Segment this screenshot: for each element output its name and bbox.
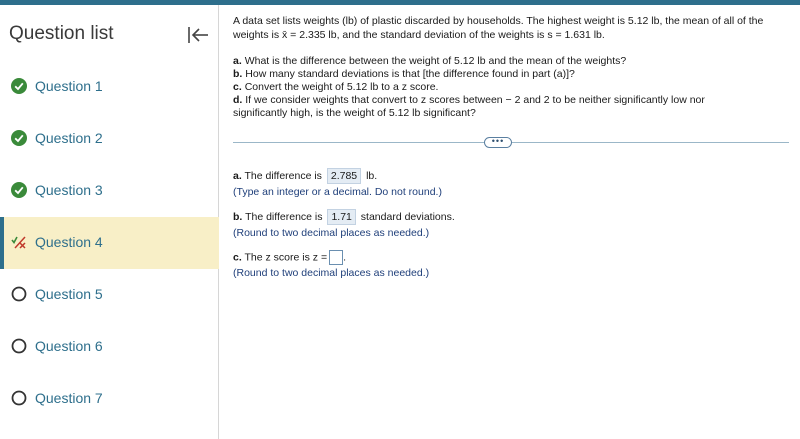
answer-a-hint: (Type an integer or a decimal. Do not round.) (233, 186, 442, 198)
question-panel (220, 5, 800, 439)
answer-c-hint: (Round to two decimal places as needed.) (233, 267, 430, 279)
answer-b-value[interactable]: 1.71 (327, 209, 355, 225)
sidebar-header (0, 5, 219, 61)
sidebar-item-question-1[interactable] (0, 61, 219, 113)
sidebar-item-question-7[interactable] (0, 373, 219, 425)
question-label: Question 7 (35, 390, 103, 406)
part-d-continued: significantly high, is the weight of 5.12 lb significant? (233, 107, 476, 119)
answer-a-value[interactable]: 2.785 (327, 168, 361, 184)
answer-b: b. The difference is 1.71 standard deviations. (Round to two decimal places as needed.) (233, 211, 455, 239)
expand-more-button[interactable]: ••• (484, 137, 512, 148)
answer-b-hint: (Round to two decimal places as needed.) (233, 227, 430, 239)
sidebar-item-question-6[interactable] (0, 321, 219, 373)
check-circle-icon (11, 78, 27, 94)
part-a: a. What is the difference between the weight of 5.12 lb and the mean of the weights? (233, 55, 627, 67)
question-list-sidebar (0, 5, 219, 439)
question-label: Question 5 (35, 286, 103, 302)
question-label: Question 4 (35, 234, 103, 250)
empty-circle-icon (11, 390, 27, 406)
answer-a: a. The difference is 2.785 lb. (Type an integer or a decimal. Do not round.) (233, 170, 442, 198)
z-score-input[interactable] (329, 250, 343, 265)
question-label: Question 6 (35, 338, 103, 354)
empty-circle-icon (11, 286, 27, 302)
collapse-sidebar-icon[interactable] (186, 25, 210, 45)
part-c: c. Convert the weight of 5.12 lb to a z score. (233, 81, 439, 93)
part-d: d. If we consider weights that convert to z scores between − 2 and 2 to be neither significantly low nor (233, 94, 705, 106)
sidebar-item-question-5[interactable] (0, 269, 219, 321)
answer-c: c. The z score is z = . (Round to two decimal places as needed.) (233, 251, 430, 279)
prompt-line-2: weights is x̄ = 2.335 lb, and the standard deviation of the weights is s = 1.631 lb. (233, 28, 605, 41)
question-label: Question 3 (35, 182, 103, 198)
part-b: b. How many standard deviations is that [the difference found in part (a)]? (233, 68, 575, 80)
check-circle-icon (11, 182, 27, 198)
question-label: Question 2 (35, 130, 103, 146)
sidebar-item-question-2[interactable] (0, 113, 219, 165)
prompt-line-1: A data set lists weights (lb) of plastic discarded by households. The highest weight is 5.12 lb, the mean of all of the (233, 15, 764, 27)
question-parts (233, 55, 788, 120)
empty-circle-icon (11, 338, 27, 354)
partial-credit-icon (11, 234, 27, 250)
sidebar-item-question-4[interactable] (0, 217, 219, 269)
sidebar-item-question-3[interactable] (0, 165, 219, 217)
question-prompt (233, 15, 788, 42)
question-label: Question 1 (35, 78, 103, 94)
check-circle-icon (11, 130, 27, 146)
sidebar-title: Question list (9, 23, 114, 44)
